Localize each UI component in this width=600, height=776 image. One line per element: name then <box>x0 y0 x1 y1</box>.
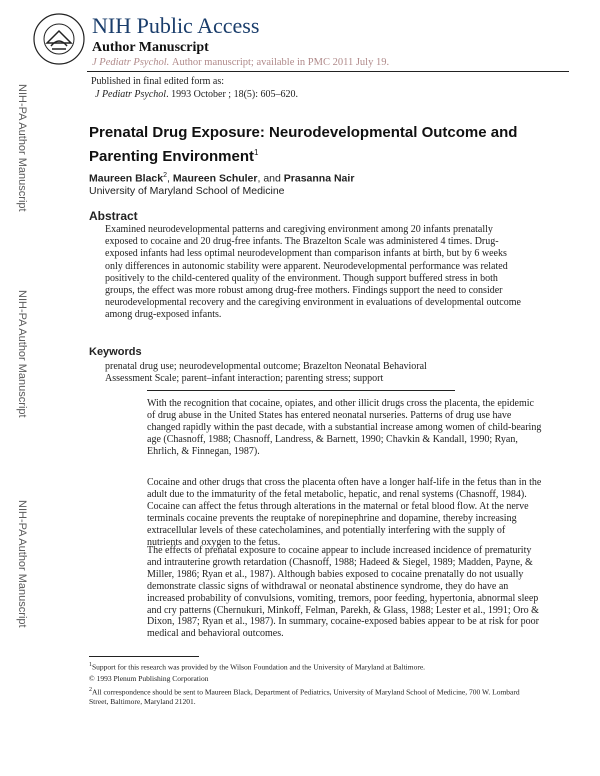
published-in-label: Published in final edited form as: <box>91 76 225 87</box>
header-divider <box>87 71 569 72</box>
footnote-divider <box>89 656 199 657</box>
abstract-heading: Abstract <box>89 209 138 223</box>
article-title-text: Prenatal Drug Exposure: Neurodevelopmental Outcome and Parenting Environment <box>89 124 518 165</box>
citation-details: . 1993 October ; 18(5): 605–620. <box>166 89 299 100</box>
header-journal-abbrev: J Pediatr Psychol. <box>92 57 170 68</box>
abstract-text: Examined neurodevelopmental patterns and caregiving environment among 20 infants prenatally exposed to cocaine and 20 drug-free infants. The Brazelton Scale was administered 4 times. Drug-exposed infants had less optimal neurodevelopment than comparison infants at birth, but by 6 weeks only differences in autonomic stability were apparent. Neurodevelopmental performance was related positively to the child-centered quality of the environment. Though support buffered stress in both groups, the effect was more robust among drug-free mothers. Findings support the need to consider neurodevelopmental recovery and the caregiving environment in evaluations of developmental outcome among drug-exposed infants. <box>105 224 521 321</box>
keywords-text: prenatal drug use; neurodevelopmental outcome; Brazelton Neonatal Behavioral Assessment Scale; parent–infant interaction; parenting stress; support <box>105 361 427 385</box>
author-name: Prasanna Nair <box>283 172 355 185</box>
footnote-text: Support for this research was provided by the Wilson Foundation and the University of Maryland at Baltimore. <box>92 662 426 672</box>
author-name: Maureen Black <box>89 172 164 185</box>
section-divider <box>147 390 455 391</box>
author-name: Maureen Schuler <box>172 172 258 185</box>
footnote-mark: 2 <box>89 687 92 693</box>
footnote-funding <box>89 661 425 672</box>
side-label-bottom: NIH-PA Author Manuscript <box>16 500 28 628</box>
nih-logo <box>32 12 86 66</box>
author-list <box>89 172 354 185</box>
author-footnote-mark: 2 <box>163 172 168 179</box>
affiliation: University of Maryland School of Medicine <box>89 185 285 197</box>
citation-line <box>95 89 298 100</box>
header-journal-line <box>92 57 389 68</box>
body-paragraph: The effects of prenatal exposure to cocaine appear to include increased incidence of prematurity and intrauterine growth retardation (Chasnoff, 1988; Hadeed & Siegel, 1989; Madden, Payne, & Miller, 1986; Ryan et al., 1987). Although babies exposed to cocaine prenatally do not usually demonstrate classic signs of withdrawal or neonatal abstinence syndrome, they do have an increased probability of convulsions, vomiting, tremors, poor feeding, hypertonia, abnormal sleep and cry patterns (Chernukuri, Minkoff, Felman, Parekh, & Glass, 1988; Lester et al., 1991; Oro & Dixon, 1987; Ryan et al., 1987). In summary, cocaine-exposed babies appear to be at risk for poor medical and behavioral outcomes. <box>147 545 539 640</box>
footnote-copyright: © 1993 Plenum Publishing Corporation <box>89 674 209 683</box>
body-paragraph: With the recognition that cocaine, opiates, and other illicit drugs cross the placenta, the epidemic of drug abuse in the United States has entered neonatal nurseries. Patterns of drug use have changed rapidly within the past decade, with a substantial increase among women of child-bearing age (Chasnoff, 1988; Chasnoff, Landress, & Barnett, 1990; Chavkin & Kandall, 1990; Ryan, Ehrlich, & Finnegan, 1987). <box>147 398 542 457</box>
author-separator: , <box>167 172 173 185</box>
side-label-top: NIH-PA Author Manuscript <box>16 84 28 212</box>
keywords-heading: Keywords <box>89 346 142 358</box>
title-footnote-mark: 1 <box>254 148 259 157</box>
footnote-text: All correspondence should be sent to Maureen Black, Department of Pediatrics, University of Maryland School of Medicine, 700 W. Lombard Street, Baltimore, Maryland 21201. <box>89 687 520 706</box>
author-separator: , and <box>257 172 284 185</box>
article-title <box>89 123 559 167</box>
footnote-mark: 1 <box>89 662 92 668</box>
citation-journal: J Pediatr Psychol <box>95 89 167 100</box>
side-label-middle: NIH-PA Author Manuscript <box>16 290 28 418</box>
header-subtitle: Author Manuscript <box>92 40 209 55</box>
header-availability: Author manuscript; available in PMC 2011 July 19. <box>171 57 390 68</box>
header-title: NIH Public Access <box>92 13 260 38</box>
footnote-correspondence <box>89 686 529 707</box>
body-paragraph: Cocaine and other drugs that cross the placenta often have a longer half-life in the fetus than in the adult due to the immaturity of the fetal metabolic, hepatic, and renal systems (Chasnoff, 1984). Cocaine can affect the fetus through alterations in the maternal or fetal blood flow. At the nerve terminals cocaine prevents the reuptake of norepinephrine and dopamine, thereby increasing extracellular levels of these catecholamines, and potentially interfering with the supply of nutrients and oxygen to the fetus. <box>147 477 542 548</box>
